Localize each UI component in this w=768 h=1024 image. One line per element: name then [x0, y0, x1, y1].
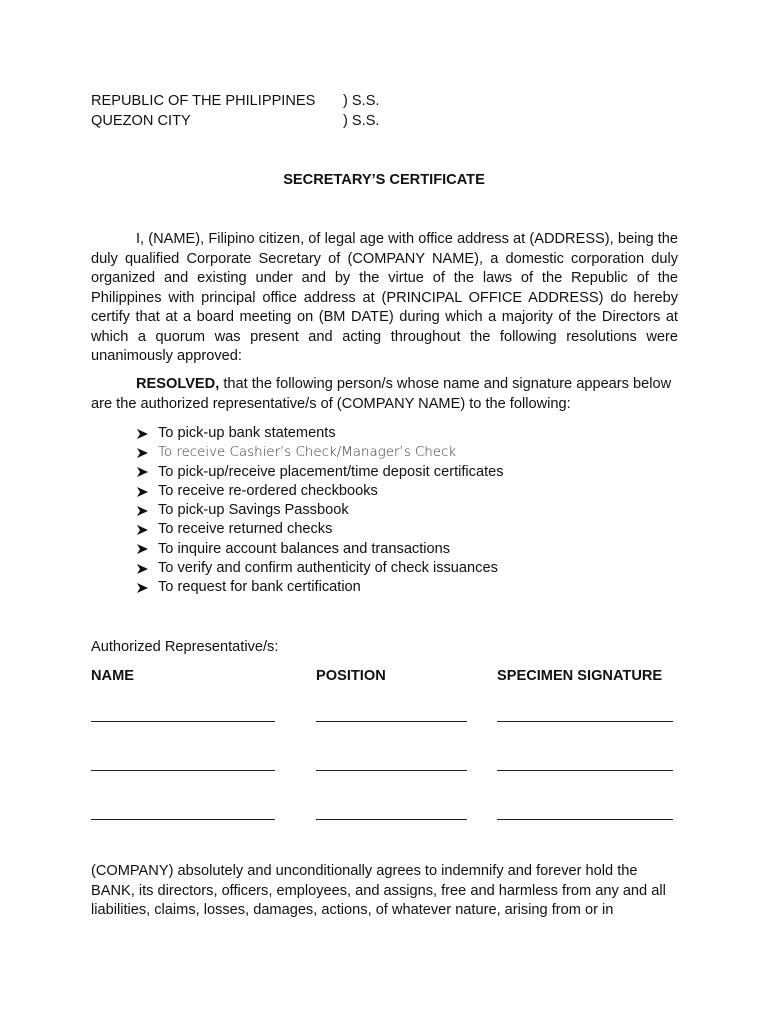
signature-blank-line — [497, 770, 673, 771]
position-blank-line — [316, 721, 467, 722]
name-blank-line — [91, 819, 275, 820]
resolved-keyword: RESOLVED, — [136, 376, 220, 392]
document-title: SECRETARY’S CERTIFICATE — [283, 172, 485, 188]
authority-list — [137, 424, 504, 598]
position-blank-line — [316, 770, 467, 771]
list-item: To request for bank certification — [137, 578, 504, 597]
arrow-bullet-icon — [137, 467, 158, 477]
indemnity-paragraph: (COMPANY) absolutely and unconditionally agrees to indemnify and forever hold the BANK, its directors, officers, employees, and assigns, free and harmless from any and all liabilities, claims, losses, damages, actions, of whatever nature, arising from or in — [91, 863, 666, 918]
arrow-bullet-icon — [137, 525, 158, 535]
representatives-label: Authorized Representative/s: — [91, 639, 279, 655]
list-item: To pick-up Savings Passbook — [137, 501, 504, 520]
column-header-position: POSITION — [316, 668, 386, 684]
signature-blank-line — [497, 819, 673, 820]
venue-city-ss: ) S.S. — [343, 113, 380, 129]
list-item: To receive returned checks — [137, 520, 504, 539]
list-item: To inquire account balances and transactions — [137, 540, 504, 559]
arrow-bullet-icon — [137, 448, 158, 458]
name-blank-line — [91, 770, 275, 771]
list-item: To receive re-ordered checkbooks — [137, 482, 504, 501]
arrow-bullet-icon — [137, 583, 158, 593]
arrow-bullet-icon — [137, 487, 158, 497]
venue-city: QUEZON CITY — [91, 113, 191, 129]
column-header-name: NAME — [91, 668, 134, 684]
position-blank-line — [316, 819, 467, 820]
venue-country-ss: ) S.S. — [343, 93, 380, 109]
list-item: To pick-up/receive placement/time deposit certificates — [137, 463, 504, 482]
list-item: To receive Cashier’s Check/Manager’s Check — [137, 443, 504, 462]
column-header-signature: SPECIMEN SIGNATURE — [497, 668, 663, 684]
signature-blank-line — [497, 721, 673, 722]
list-item: To verify and confirm authenticity of check issuances — [137, 559, 504, 578]
name-blank-line — [91, 721, 275, 722]
arrow-bullet-icon — [137, 564, 158, 574]
arrow-bullet-icon — [137, 429, 158, 439]
intro-paragraph: I, (NAME), Filipino citizen, of legal age with office address at (ADDRESS), being the duly qualified Corporate Secretary of (COMPANY NAME), a domestic corporation duly organized and existing under and by the virtue of the laws of the Republic of the Philippines with principal office address at (PRINCIPAL OFFICE ADDRESS) do hereby certify that at a board meeting on (BM DATE) during which a majority of the Directors at which a quorum was present and acting throughout the following resolutions were unanimously approved: — [91, 231, 678, 364]
resolution-text: that the following person/s whose name and signature appears below are the authorized representative/s of (COMPANY NAME) to the following: — [91, 376, 672, 412]
resolution-paragraph — [91, 375, 678, 414]
arrow-bullet-icon — [137, 544, 158, 554]
list-item: To pick-up bank statements — [137, 424, 504, 443]
venue-country: REPUBLIC OF THE PHILIPPINES — [91, 93, 316, 109]
arrow-bullet-icon — [137, 506, 158, 516]
